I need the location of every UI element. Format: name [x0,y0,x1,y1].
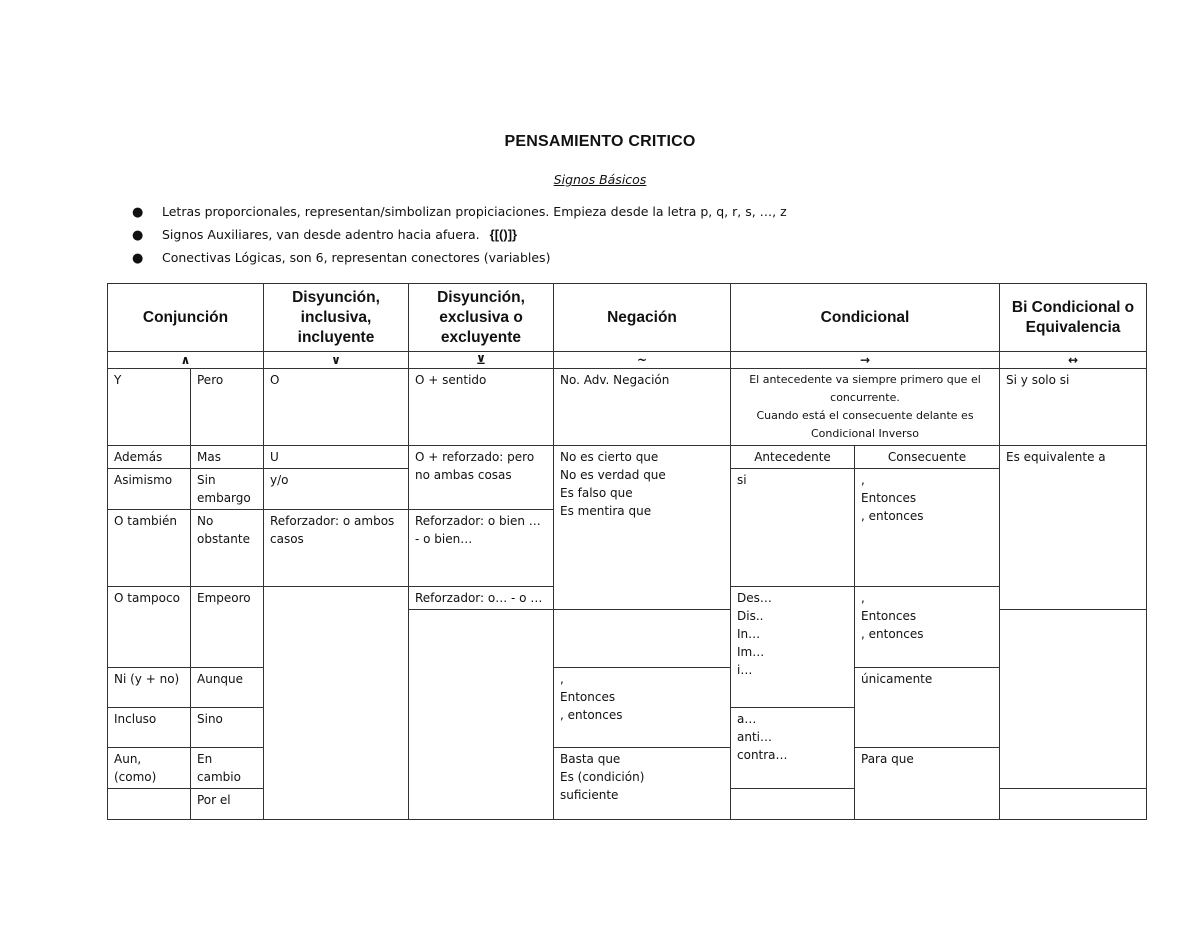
cond-antecedente [855,587,1000,668]
cond-word: Basta que [560,752,621,766]
header-negacion: Negación [554,284,731,352]
header-condicional: Condicional [731,284,1000,352]
bic-word: Si y solo si [1000,369,1147,446]
cond-note-line: El antecedente va siempre primero que el concurrente. [749,373,981,404]
excl-word: Reforzador: o… - o … [409,587,554,610]
incl-empty [264,587,409,820]
neg-words [731,708,855,789]
neg-words [554,446,731,610]
bullet-item [130,250,787,273]
conj-word: Mas [191,446,264,469]
conj-word: Además [108,446,191,469]
conj-word: Asimismo [108,469,191,510]
incl-word: O [264,369,409,446]
neg-word: No. Adv. Negación [554,369,731,446]
neg-words [731,587,855,708]
symbol-disyuncion-inclusiva: ∨ [264,352,409,369]
neg-word: contra… [737,748,788,762]
conj-word: Sin embargo [191,469,264,510]
conj-word: Aunque [191,668,264,708]
excl-word: O + reforzado: pero no ambas cosas [409,446,554,510]
cond-note [731,369,1000,446]
bic-word: Es equivalente a [1000,446,1147,610]
neg-word: In… [737,627,761,641]
incl-word: y/o [264,469,409,510]
excl-word: O + sentido [409,369,554,446]
bullet-text: Signos Auxiliares, van desde adentro hacia afuera. [162,227,480,242]
cond-consecuente [855,469,1000,587]
neg-word: Im… [737,645,765,659]
header-disyuncion-inclusiva: Disyunción, inclusiva, incluyente [264,284,409,352]
bullet-item [130,204,787,227]
conj-word: Empeoro [191,587,264,668]
bullet-list [130,204,787,273]
cond-antecedente [554,748,731,820]
conj-empty [108,789,191,820]
aux-symbols: {[()]} [489,227,518,242]
conj-word: Sino [191,708,264,748]
symbol-bicondicional: ↔ [1000,352,1147,369]
excl-word: Reforzador: o bien … - o bien… [409,510,554,587]
cond-word: suficiente [560,788,619,802]
cond-word: Entonces [861,609,917,623]
conj-word: En cambio [191,748,264,789]
cond-word: , [861,473,865,487]
bullet-icon: ● [132,228,144,243]
conj-word: No obstante [191,510,264,587]
bullet-icon: ● [132,205,144,220]
symbol-condicional: → [731,352,1000,369]
excl-empty [409,610,554,820]
cond-word: , entonces [560,708,623,722]
cond-word: , [560,672,564,686]
neg-word: No es cierto que [560,450,659,464]
bullet-icon: ● [132,251,144,266]
neg-empty [731,789,855,820]
cond-antecedente-header: Antecedente [731,446,855,469]
cond-word: Entonces [861,491,917,505]
bullet-text: Letras proporcionales, representan/simbolizan propiciaciones. Empieza desde la letra p, q, r, s, …, z [162,204,787,219]
cond-note-line: Cuando está el consecuente delante es Condicional Inverso [756,409,974,440]
conj-word: O también [108,510,191,587]
conj-word: Y [108,369,191,446]
document-title: PENSAMIENTO CRITICO [504,133,696,150]
conj-word: Incluso [108,708,191,748]
conj-word: Por el [191,789,264,820]
cond-consecuente: únicamente [855,668,1000,748]
header-conjuncion: Conjunción [108,284,264,352]
document-subtitle: Signos Básicos [553,172,647,187]
conj-word: Aun, (como) [108,748,191,789]
header-disyuncion-exclusiva: Disyunción, exclusiva o excluyente [409,284,554,352]
cond-word: Es (condición) [560,770,645,784]
conj-word: Pero [191,369,264,446]
conj-word: O tampoco [108,587,191,668]
cond-word: , entonces [861,509,924,523]
symbol-disyuncion-exclusiva: ⊻ [409,352,554,369]
symbol-conjuncion: ∧ [108,352,264,369]
neg-word: Des… [737,591,772,605]
neg-word: anti… [737,730,772,744]
bullet-text: Conectivas Lógicas, son 6, representan conectores (variables) [162,250,551,265]
neg-word: Es mentira que [560,504,652,518]
cond-word: Entonces [560,690,616,704]
cond-antecedente: si [731,469,855,587]
cond-word: , entonces [861,627,924,641]
symbol-negacion: ~ [554,352,731,369]
neg-word: i… [737,663,753,677]
incl-word: U [264,446,409,469]
neg-word: No es verdad que [560,468,666,482]
cond-antecedente [554,668,731,748]
neg-word: Es falso que [560,486,633,500]
conj-word: Ni (y + no) [108,668,191,708]
neg-word: a… [737,712,757,726]
incl-word: Reforzador: o ambos casos [264,510,409,587]
cond-consecuente: Para que [855,748,1000,820]
cond-consecuente-header: Consecuente [855,446,1000,469]
header-bicondicional: Bi Condicional o Equivalencia [1000,284,1147,352]
connectives-table [107,283,1147,820]
bullet-item [130,227,787,250]
cond-word: , [861,591,865,605]
neg-word: Dis.. [737,609,764,623]
bic-empty [1000,789,1147,820]
